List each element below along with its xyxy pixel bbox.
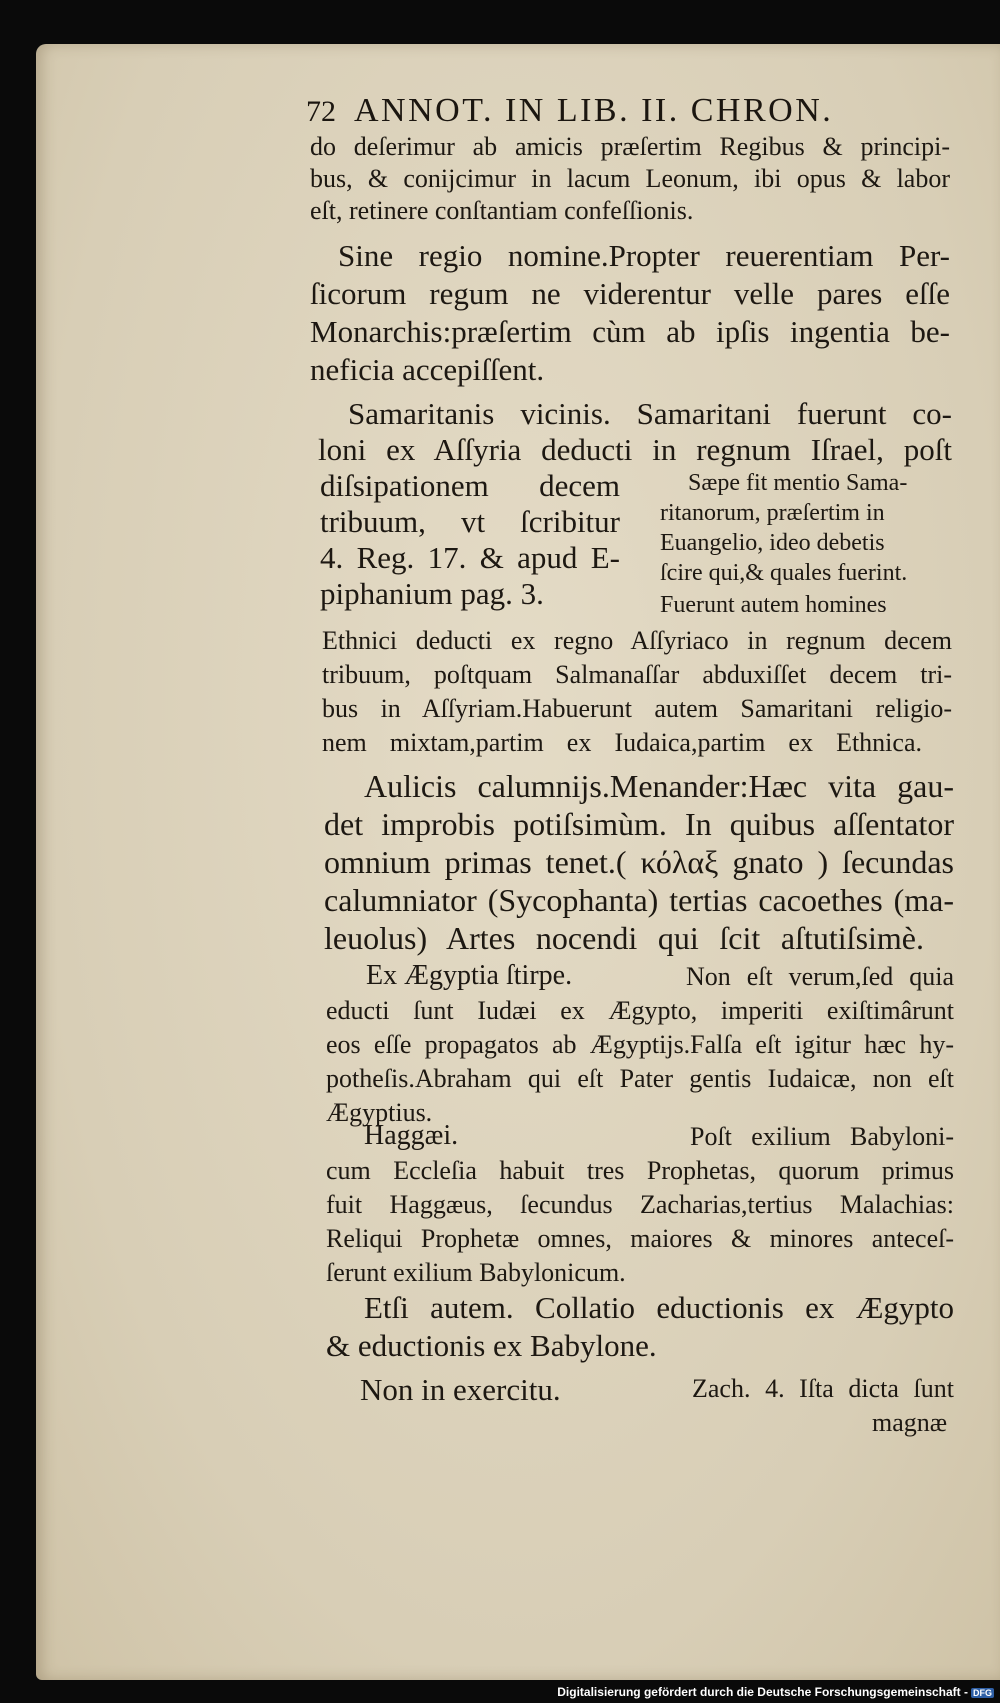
side-note-line: Euangelio, ideo debetis xyxy=(660,530,885,556)
running-title: ANNOT. IN LIB. II. CHRON. xyxy=(354,92,834,129)
text-line: Reliqui Prophetæ omnes, maiores & minores anteceſ- xyxy=(326,1224,954,1253)
text-line: piphanium pag. 3. xyxy=(320,576,544,611)
digitization-credit xyxy=(557,1685,994,1699)
text-line: bus, & conijcimur in lacum Leonum, ibi opus & labor xyxy=(310,164,950,193)
credit-text: Digitalisierung gefördert durch die Deutsche Forschungsgemeinschaft - xyxy=(557,1685,968,1699)
text-line: leuolus) Artes nocendi qui ſcit aſtutiſsimè. xyxy=(324,920,924,956)
text-line: Etſi autem. Collatio eductionis ex Ægypto xyxy=(364,1290,954,1325)
page-number: 72 xyxy=(306,95,336,128)
text-line: diſsipationem decem xyxy=(320,468,620,503)
text-line: det improbis potiſsimùm. In quibus aſſentator xyxy=(324,806,954,842)
text-line: fuit Haggæus, ſecundus Zacharias,tertius Malachias: xyxy=(326,1190,954,1219)
text-line: potheſis.Abraham qui eſt Pater gentis Iudaicæ, non eſt xyxy=(326,1064,954,1093)
page-header xyxy=(306,92,906,130)
text-line: neficia accepiſſent. xyxy=(310,352,545,387)
side-note-line: Sæpe fit mentio Sama- xyxy=(688,470,908,496)
text-line: Poſt exilium Babyloni- xyxy=(690,1122,954,1151)
lemma: Haggæi. xyxy=(364,1120,459,1151)
text-line: loni ex Aſſyria deducti in regnum Iſrael, poſt xyxy=(318,432,952,467)
text-line: Sine regio nomine.Propter reuerentiam Per- xyxy=(338,238,950,273)
side-note-line: ſcire qui,& quales fuerint. xyxy=(660,560,908,586)
catchword: magnæ xyxy=(872,1408,948,1437)
side-note-line: Fuerunt autem homines xyxy=(660,592,887,618)
text-line: Ethnici deducti ex regno Aſſyriaco in regnum decem xyxy=(322,626,952,655)
text-line: & eductionis ex Babylone. xyxy=(326,1328,657,1363)
text-line: nem mixtam,partim ex Iudaica,partim ex Ethnica. xyxy=(322,728,922,757)
side-note-line: ritanorum, præſertim in xyxy=(660,500,885,526)
text-line: educti ſunt Iudæi ex Ægypto, imperiti exiſtimârunt xyxy=(326,996,954,1025)
dfg-logo: DFG xyxy=(973,1688,992,1698)
text-line: omnium primas tenet.( κόλαξ gnato ) ſecundas xyxy=(324,844,954,880)
text-line: tribuum, poſtquam Salmanaſſar abduxiſſet decem tri- xyxy=(322,660,952,689)
text-line: do deſerimur ab amicis præſertim Regibus & principi- xyxy=(310,132,950,161)
text-line: bus in Aſſyriam.Habuerunt autem Samaritani religio- xyxy=(322,694,952,723)
text-line: cum Eccleſia habuit tres Prophetas, quorum primus xyxy=(326,1156,954,1185)
text-line: Aulicis calumnijs.Menander:Hæc vita gau- xyxy=(364,768,954,804)
text-line: Ægyptius. xyxy=(326,1098,433,1127)
text-line: Non eſt verum,ſed quia xyxy=(686,962,954,991)
text-line: eſt, retinere conſtantiam confeſſionis. xyxy=(310,196,694,225)
text-line: calumniator (Sycophanta) tertias cacoethes (ma- xyxy=(324,882,954,918)
text-line: ſicorum regum ne viderentur velle pares eſſe xyxy=(310,276,950,311)
text-line: tribuum, vt ſcribitur xyxy=(320,504,620,539)
text-line: eos eſſe propagatos ab Ægyptijs.Falſa eſt igitur hæc hy- xyxy=(326,1030,954,1059)
text-line: 4. Reg. 17. & apud E- xyxy=(320,540,620,575)
text-line: Monarchis:præſertim cùm ab ipſis ingentia be- xyxy=(310,314,950,349)
lemma: Ex Ægyptia ſtirpe. xyxy=(366,960,573,991)
text-line: Zach. 4. Iſta dicta ſunt xyxy=(692,1374,954,1403)
text-line: ſerunt exilium Babylonicum. xyxy=(326,1258,626,1287)
text-line: Samaritanis vicinis. Samaritani fuerunt co- xyxy=(348,396,952,431)
lemma: Non in exercitu. xyxy=(360,1372,561,1407)
